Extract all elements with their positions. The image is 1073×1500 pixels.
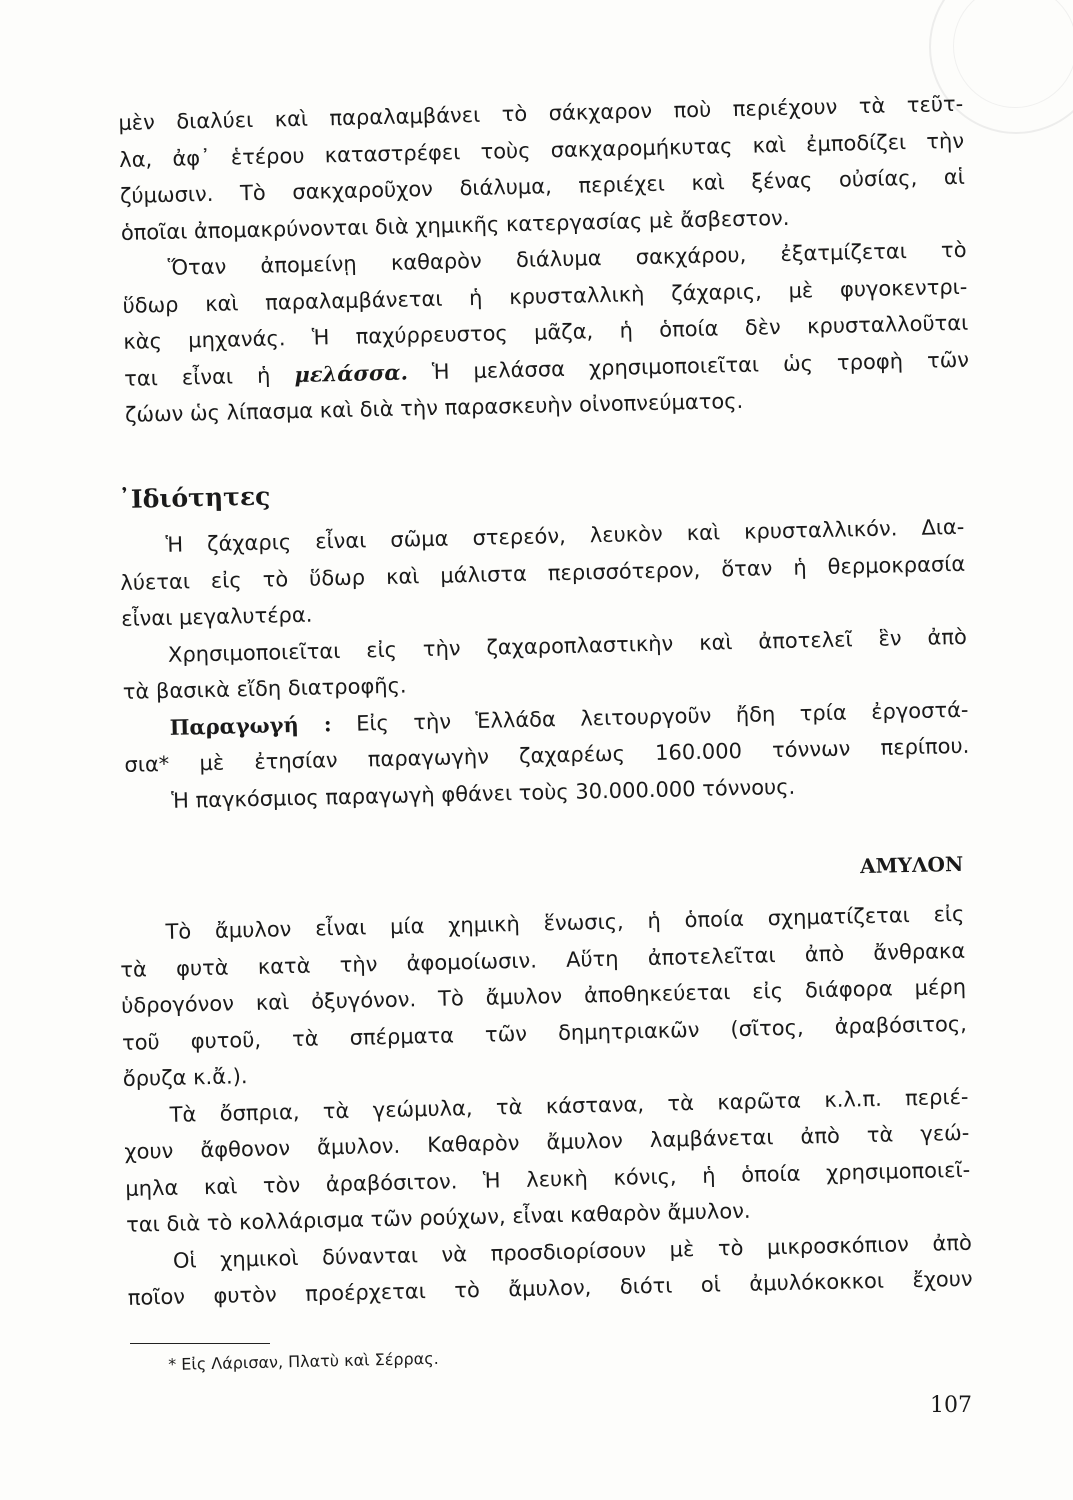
- properties-section: [118, 459, 971, 820]
- text-line: ὄρυζα κ.ἄ.).: [122, 1064, 248, 1091]
- text-line: ται διὰ τὸ κολλάρισμα τῶν ρούχων, εἶναι καθαρὸν ἄμυλον.: [125, 1198, 751, 1237]
- text-line: ποῖον φυτὸν προέρχεται τὸ ἄμυλον, διότι οἱ ἀμυλόκοκκοι ἔχουν: [127, 1266, 973, 1310]
- text-fragment: Εἰς τὴν Ἑλλάδα λειτουργοῦν ἤδη τρία ἐργοστά-: [331, 697, 969, 736]
- text-line: Ἡ παγκόσμιος παραγωγὴ φθάνει τοὺς 30.000.000 τόννους.: [171, 774, 796, 813]
- page-number: 107: [930, 1393, 972, 1418]
- text-line: ὁποῖαι ἀπομακρύνονται διὰ χημικῆς κατεργασίας μὲ ἄσβεστον.: [120, 205, 790, 245]
- text-line: τοῦ φυτοῦ, τὰ σπέρματα τῶν δημητριακῶν (σῖτος, ἀραβόσιτος,: [121, 1011, 968, 1055]
- text-line: λα, ἀφ᾽ ἑτέρου καταστρέφει τοὺς σακχαρομήκυτας καὶ ἐμποδίζει τὴν: [118, 128, 965, 172]
- text-line: κὰς μηχανάς. Ἡ παχύρρευστος μᾶζα, ἡ ὁποία δὲν κρυσταλλοῦται: [123, 310, 969, 354]
- text-line: ὑδρογόνον καὶ ὀξυγόνον. Τὸ ἄμυλον ἀποθηκεύεται εἰς διάφορα μέρη: [120, 974, 967, 1018]
- term-molasses: μελάσσα.: [294, 358, 409, 387]
- text-line: Χρησιμοποιεῖται εἰς τὴν ζαχαροπλαστικὴν καὶ ἀποτελεῖ ἓν ἀπὸ: [167, 624, 968, 667]
- text-line: ὕδωρ καὶ παραλαμβάνεται ἡ κρυσταλλικὴ ζάχαρις, μὲ φυγοκεντρι-: [122, 274, 968, 318]
- text-line: Ἡ ζάχαρις εἶναι σῶμα στερεόν, λευκὸν καὶ κρυσταλλικόν. Δια-: [165, 514, 965, 557]
- text-line: εἶναι μεγαλυτέρα.: [120, 602, 313, 631]
- text-line: χουν ἄφθονον ἄμυλον. Καθαρὸν ἄμυλον λαμβάνεται ἀπὸ τὰ γεώ-: [124, 1120, 970, 1164]
- footnote-rule: [130, 1343, 270, 1344]
- starch-section: [118, 846, 973, 1317]
- text-line: ζύμωσιν. Τὸ σακχαροῦχον διάλυμα, περιέχει καὶ ξένας οὐσίας, αἱ: [119, 164, 966, 208]
- text-line: μὲν διαλύει καὶ παραλαμβάνει τὸ σάκχαρον ποὺ περιέχουν τὰ τεῦτ-: [118, 91, 964, 135]
- text-line: μηλα καὶ τὸν ἀραβόσιτον. Ἡ λευκὴ κόνις, ἡ ὁποία χρησιμοποιεῖ-: [125, 1157, 971, 1201]
- text-fragment: Ἡ μελάσσα χρησιμοποιεῖται ὡς τροφὴ τῶν: [407, 347, 970, 384]
- text-line: λύεται εἰς τὸ ὕδωρ καὶ μάλιστα περισσότερον, ὅταν ἡ θερμοκρασία: [120, 551, 966, 595]
- text-line: Τὰ ὄσπρια, τὰ γεώμυλα, τὰ κάστανα, τὰ καρῶτα κ.λ.π. περιέ-: [169, 1084, 969, 1127]
- intro-paragraph: [118, 86, 970, 434]
- footnote: * Εἰς Λάρισαν, Πλατὺ καὶ Σέρρας.: [168, 1348, 439, 1374]
- library-stamp-inner-ring: [953, 0, 1073, 108]
- text-line: τὰ βασικὰ εἴδη διατροφῆς.: [122, 673, 407, 704]
- text-line: ζώων ὡς λίπασμα καὶ διὰ τὴν παρασκευὴν οἰνοπνεύματος.: [124, 388, 744, 427]
- starch-title: ΑΜΥΛΟΝ: [859, 851, 964, 879]
- text-line: τὰ φυτὰ κατὰ τὴν ἀφομοίωσιν. Αὕτη ἀποτελεῖται ἀπὸ ἄνθρακα: [120, 938, 966, 982]
- text-fragment: ται εἶναι ἡ: [123, 362, 295, 391]
- text-line: Τὸ ἄμυλον εἶναι μία χημικὴ ἕνωσις, ἡ ὁποία σχηματίζεται εἰς: [165, 901, 965, 944]
- properties-heading: ᾿Ιδιότητες: [118, 481, 271, 514]
- text-line: σια* μὲ ἐτησίαν παραγωγὴν ζαχαρέως 160.000 τόννων περίπου.: [124, 733, 970, 777]
- text-line: Ὅταν ἀπομείνῃ καθαρὸν διάλυμα σακχάρου, ἐξατμίζεται τὸ: [167, 237, 967, 280]
- production-label: Παραγωγή :: [169, 710, 332, 740]
- text-line: Οἱ χημικοὶ δύνανται νὰ προσδιορίσουν μὲ τὸ μικροσκόπιον ἀπὸ: [172, 1230, 973, 1273]
